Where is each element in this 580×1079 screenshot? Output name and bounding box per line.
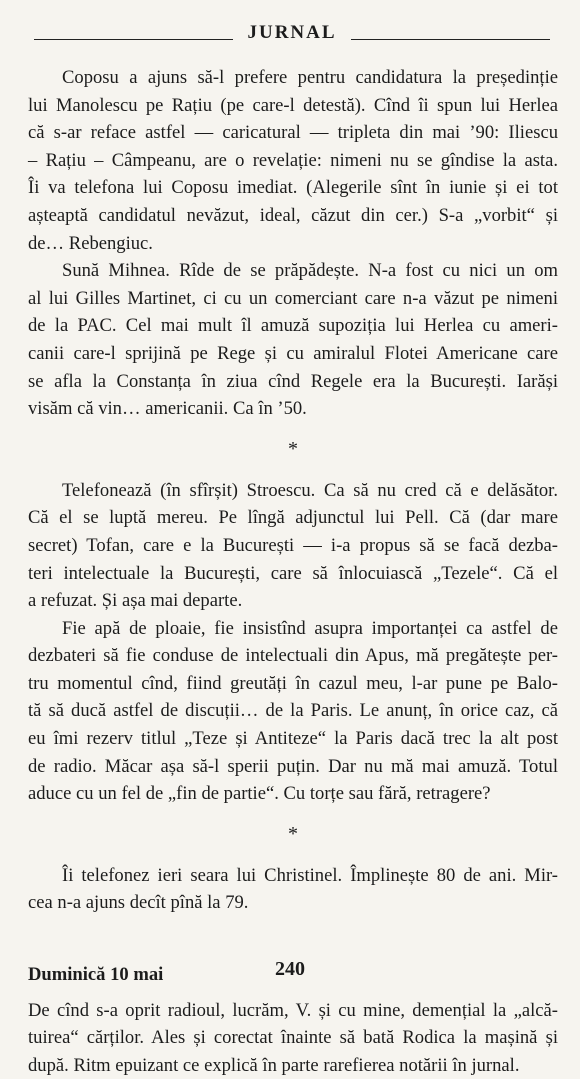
paragraph xyxy=(28,997,558,1079)
paragraph xyxy=(28,862,558,917)
paragraph xyxy=(28,64,558,257)
text-line: De cînd s-a oprit radioul, lucrăm, V. și cu mine, demențial la „alcă- xyxy=(28,999,558,1021)
text-line: dezbateri să fie conduse de intelectuali din Apus, mă pregătește per- xyxy=(28,645,558,667)
text-line: de radio. Măcar așa să-l sperii puțin. Dar nu mă mai amuză. Totul xyxy=(28,755,558,777)
text-line: de… Rebengiuc. xyxy=(28,232,153,254)
page-body xyxy=(28,64,558,1079)
text-line: canii care-l sprijină pe Rege și cu amiralul Flotei Americane care xyxy=(28,342,558,364)
paragraph xyxy=(28,477,558,615)
text-line: – Rațiu – Câmpeanu, are o revelație: nimeni nu se gîndise la asta. xyxy=(28,149,558,171)
text-line: Că el se luptă mereu. Pe lîngă adjunctul lui Pell. Că (dar mare xyxy=(28,507,558,529)
text-line: cea n-a ajuns decît pînă la 79. xyxy=(28,892,249,914)
text-line: tă să ducă astfel de discuții… de la Paris. Le anunț, în orice caz, că xyxy=(28,700,558,722)
section-separator: * xyxy=(288,437,298,460)
text-line: Sună Mihnea. Rîde de se prăpădește. N-a fost cu nici un om xyxy=(62,260,558,282)
text-line: după. Ritm epuizant ce explică în parte rarefierea notării în jurnal. xyxy=(28,1054,520,1076)
text-line: tru momentul cînd, fiind greutăți în cazul meu, l-ar pune pe Balo- xyxy=(28,672,558,694)
text-line: Fie apă de ploaie, fie insistînd asupra importanței ca astfel de xyxy=(62,617,558,639)
text-line: de la PAC. Cel mai mult îl amuză supoziția lui Herlea cu ameri- xyxy=(28,315,558,337)
text-line: a refuzat. Și așa mai departe. xyxy=(28,590,243,612)
text-line: Coposu a ajuns să-l prefere pentru candidatura la președinție xyxy=(62,67,558,88)
text-line: aduce cu un fel de „fin de partie“. Cu torțe sau fără, retragere? xyxy=(28,783,491,805)
header-title: JURNAL xyxy=(247,22,337,43)
paragraph xyxy=(28,615,558,808)
text-line: așteaptă candidatul nevăzut, ideal, căzut din cer.) S-a „vorbit“ și xyxy=(28,204,558,226)
text-line: se afla la Constanța în ziua cînd Regele era la București. Iarăși xyxy=(28,370,558,392)
text-line: lui Manolescu pe Rațiu (pe care-l detestă). Cînd îi spun lui Herlea xyxy=(28,94,558,116)
text-line: visăm că vin… americanii. Ca în ’50. xyxy=(28,398,307,420)
text-line: eu îmi rezerv titlul „Teze și Antiteze“ la Paris dacă trec la alt post xyxy=(28,728,558,750)
text-line: al lui Gilles Martinet, ci cu un comerciant care n-a văzut pe nimeni xyxy=(28,287,558,309)
text-line: Îi va telefona lui Coposu imediat. (Alegerile sînt în iunie și ei tot xyxy=(28,177,558,199)
running-header xyxy=(34,22,550,44)
section-separator: * xyxy=(288,822,298,845)
header-rule-left xyxy=(34,39,233,40)
text-line: Telefonează (în sfîrșit) Stroescu. Ca să nu cred că e delăsător. xyxy=(62,479,558,501)
text-line: secret) Tofan, care e la București — i-a propus să se facă dezba- xyxy=(28,534,558,556)
date-heading: Duminică 10 mai xyxy=(28,964,164,986)
text-line: teri intelectuale la București, care să înlocuiască „Tezele“. Că el xyxy=(28,562,558,584)
paragraph xyxy=(28,257,558,423)
text-line: că s-ar reface astfel — caricatural — tripleta din mai ’90: Iliescu xyxy=(28,122,558,144)
text-line: Îi telefonez ieri seara lui Christinel. Împlinește 80 de ani. Mir- xyxy=(62,864,558,886)
page-number: 240 xyxy=(275,958,305,980)
text-line: tuirea“ cărților. Ales și corectat înainte să bată Rodica la mașină și xyxy=(28,1027,558,1049)
header-rule-right xyxy=(351,39,550,40)
